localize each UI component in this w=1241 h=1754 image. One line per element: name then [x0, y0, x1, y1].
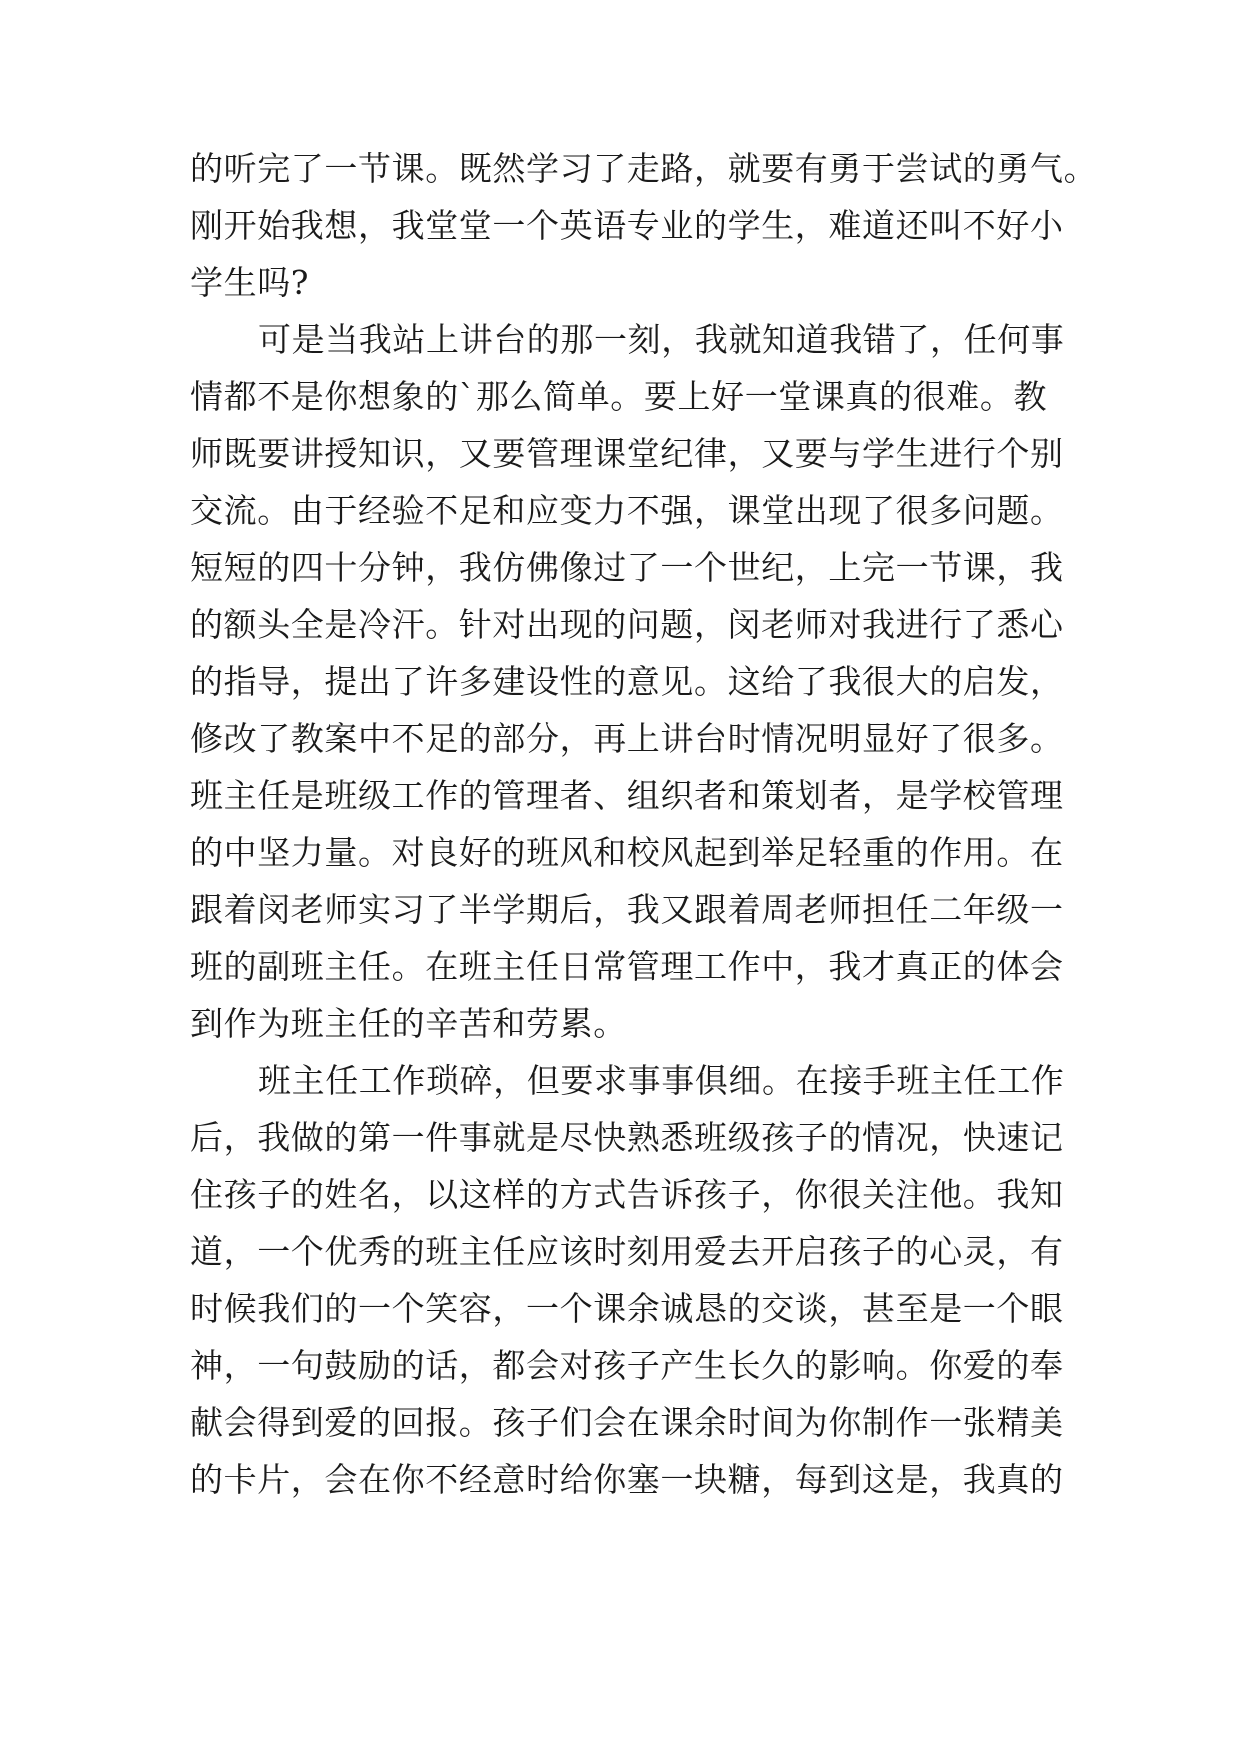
text-line: 班的副班主任。在班主任日常管理工作中，我才真正的体会	[190, 947, 1064, 986]
text-line: 情都不是你想象的`那么简单。要上好一堂课真的很难。教	[190, 377, 1048, 416]
text-line: 的卡片，会在你不经意时给你塞一块糖，每到这是，我真的	[190, 1460, 1064, 1499]
text-line: 师既要讲授知识，又要管理课堂纪律，又要与学生进行个别	[190, 434, 1064, 473]
text-line: 住孩子的姓名，以这样的方式告诉孩子，你很关注他。我知	[190, 1175, 1064, 1214]
text-line: 时候我们的一个笑容，一个课余诚恳的交谈，甚至是一个眼	[190, 1289, 1064, 1328]
text-line: 到作为班主任的辛苦和劳累。	[190, 1004, 627, 1043]
text-line: 献会得到爱的回报。孩子们会在课余时间为你制作一张精美	[190, 1403, 1064, 1442]
text-line: 班主任是班级工作的管理者、组织者和策划者，是学校管理	[190, 776, 1064, 815]
text-line: 可是当我站上讲台的那一刻，我就知道我错了，任何事	[258, 320, 1065, 359]
text-line: 的中坚力量。对良好的班风和校风起到举足轻重的作用。在	[190, 833, 1064, 872]
text-line: 短短的四十分钟，我仿佛像过了一个世纪，上完一节课，我	[190, 548, 1064, 587]
text-line: 交流。由于经验不足和应变力不强，课堂出现了很多问题。	[190, 491, 1064, 530]
text-line: 道，一个优秀的班主任应该时刻用爱去开启孩子的心灵，有	[190, 1232, 1064, 1271]
text-line: 修改了教案中不足的部分，再上讲台时情况明显好了很多。	[190, 719, 1064, 758]
text-line: 后，我做的第一件事就是尽快熟悉班级孩子的情况，快速记	[190, 1118, 1064, 1157]
text-line: 班主任工作琐碎，但要求事事俱细。在接手班主任工作	[258, 1061, 1065, 1100]
text-line: 的指导，提出了许多建设性的意见。这给了我很大的启发，	[190, 662, 1064, 701]
text-line: 刚开始我想，我堂堂一个英语专业的学生，难道还叫不好小	[190, 206, 1064, 245]
text-line: 学生吗?	[190, 263, 310, 302]
body-text	[190, 140, 1098, 1508]
text-line: 的额头全是冷汗。针对出现的问题，闵老师对我进行了悉心	[190, 605, 1064, 644]
text-line: 的听完了一节课。既然学习了走路，就要有勇于尝试的勇气。	[190, 149, 1098, 188]
text-line: 神，一句鼓励的话，都会对孩子产生长久的影响。你爱的奉	[190, 1346, 1064, 1385]
text-line: 跟着闵老师实习了半学期后，我又跟着周老师担任二年级一	[190, 890, 1064, 929]
